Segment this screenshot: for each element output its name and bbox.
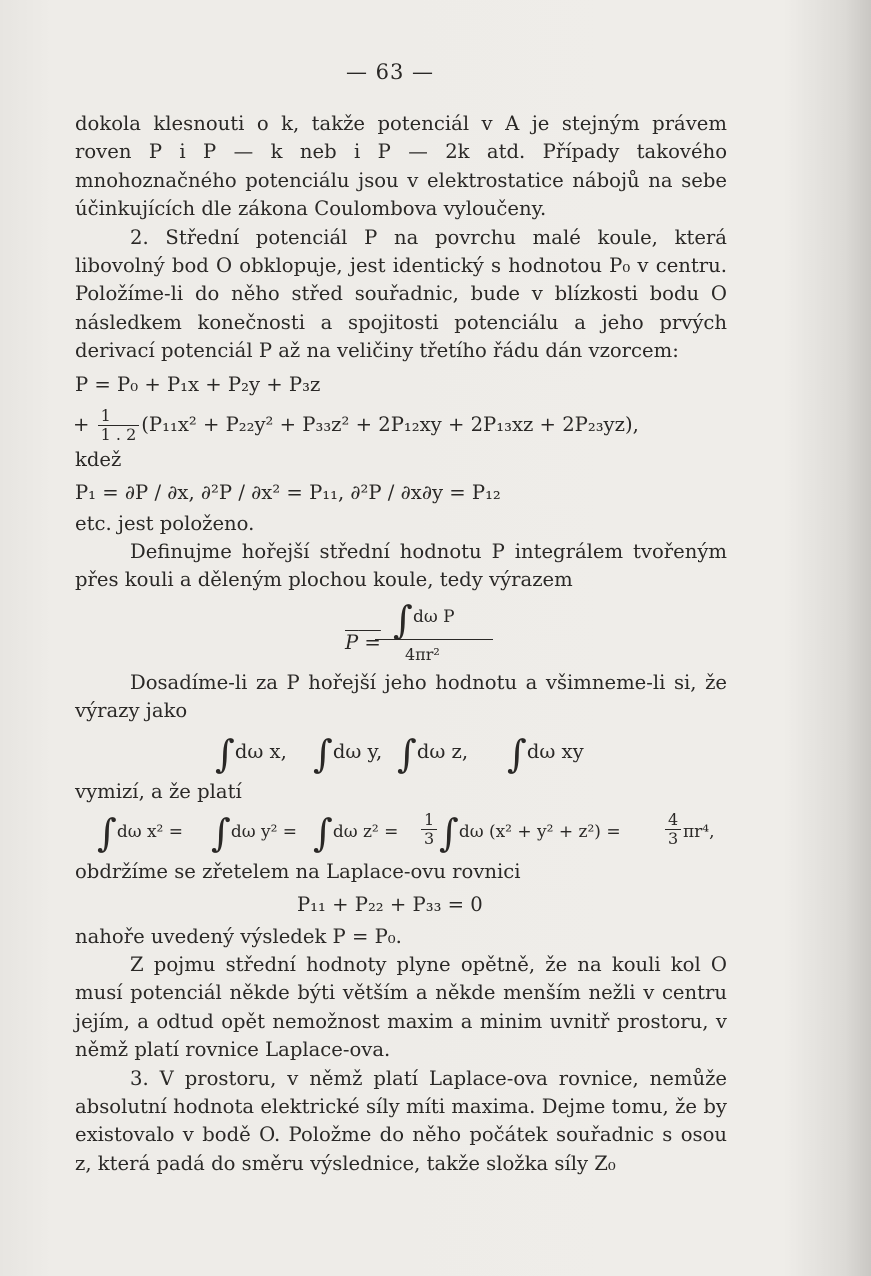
equation-4-numerator: dω P (413, 606, 455, 627)
eq6-sum: ∫dω (x² + y² + z²) = (439, 811, 621, 856)
paragraph-4: Dosadíme-li za P hořejší jeho hodnotu a všimneme-li si, že výrazy jako (75, 670, 727, 723)
paragraph-7: Z pojmu střední hodnoty plyne opětně, že na kouli kol O musí potenciál někde býti větším a někde menším nežli v centru jejím, a odtud opět nemožnost maxim a minim uvnitř prostoru, v němž platí rovnice Laplace-ova. (75, 952, 727, 1062)
paragraph-6: nahoře uvedený výsledek P = P₀. (75, 924, 402, 948)
equation-4-denominator: 4πr² (405, 644, 440, 664)
equation-4 (75, 595, 727, 669)
plus-sign: + (73, 412, 96, 436)
paragraph-3: Definujme hořejší střední hodnotu P integrálem tvořeným přes kouli a děleným plochou koule, tedy výrazem (75, 540, 727, 592)
equation-5 (75, 726, 727, 778)
integral-dz: ∫dω z, (397, 731, 469, 776)
integral-sign: ∫ (393, 597, 413, 642)
vymizi-line: vymizí, a že platí (75, 779, 242, 803)
quadratic-terms: (P₁₁x² + P₂₂y² + P₃₃z² + 2P₁₂xy + 2P₁₃xz + 2P₂₃yz), (141, 412, 639, 436)
fraction-bar (375, 639, 493, 640)
equation-2 (73, 404, 727, 446)
paragraph-5: obdržíme se zřetelem na Laplace-ovu rovnici (75, 860, 521, 884)
page-number: — 63 — (345, 60, 435, 84)
integral-dy: ∫dω y, (313, 731, 383, 776)
mean-symbol: P = (345, 630, 381, 654)
equation-6 (75, 806, 727, 858)
eq6-term-y: ∫dω y² = (211, 811, 298, 856)
page-body (75, 110, 727, 1178)
eq6-term-z: ∫dω z² = (313, 811, 399, 856)
paragraph-8: 3. V prostoru, v němž platí Laplace-ova rovnice, nemůže absolutní hodnota elektrické síly míti maxima. Dejme tomu, že by existovalo v bodě O. Položme do něho počátek souřadnic s osou z, která padá do směru výslednice, takže složka síly Z₀ (75, 1066, 727, 1175)
fraction-half: $\frac{1}{1 . 2}$ (98, 407, 140, 444)
etc-line: etc. jest položeno. (75, 511, 255, 535)
eq6-fraction-four-thirds: $\frac{4}{3}$ (665, 811, 681, 848)
word-kdez: kdež (75, 447, 122, 471)
equation-3: P₁ = ∂P / ∂x, ∂²P / ∂x² = P₁₁, ∂²P / ∂x∂y = P₁₂ (75, 480, 501, 504)
equation-1: P = P₀ + P₁x + P₂y + P₃z (75, 372, 321, 396)
eq6-result: πr⁴, (683, 822, 715, 843)
paragraph-2: 2. Střední potenciál P na povrchu malé koule, která libovolný bod O obklopuje, jest identický s hodnotou P₀ v centru. Položíme-li do něho střed souřadnic, bude v blízkosti bodu O následkem konečnosti a spojitosti potenciálu a jeho prvých derivací potenciál P až na veličiny třetího řádu dán vzorcem: (75, 225, 727, 363)
integral-dx: ∫dω x, (215, 731, 287, 776)
equation-7: P₁₁ + P₂₂ + P₃₃ = 0 (297, 892, 483, 916)
eq6-term-x: ∫dω x² = (97, 811, 184, 856)
eq6-fraction-third: $\frac{1}{3}$ (421, 811, 437, 848)
integral-dxy: ∫dω xy (507, 731, 584, 776)
paragraph-1: dokola klesnouti o k, takže potenciál v A je stejným právem roven P i P — k neb i P — 2k atd. Případy takového mnohoznačného potenciálu jsou v elektrostatice nábojů na sebe účinkujících dle zákona Coulombova vyloučeny. (75, 112, 727, 221)
